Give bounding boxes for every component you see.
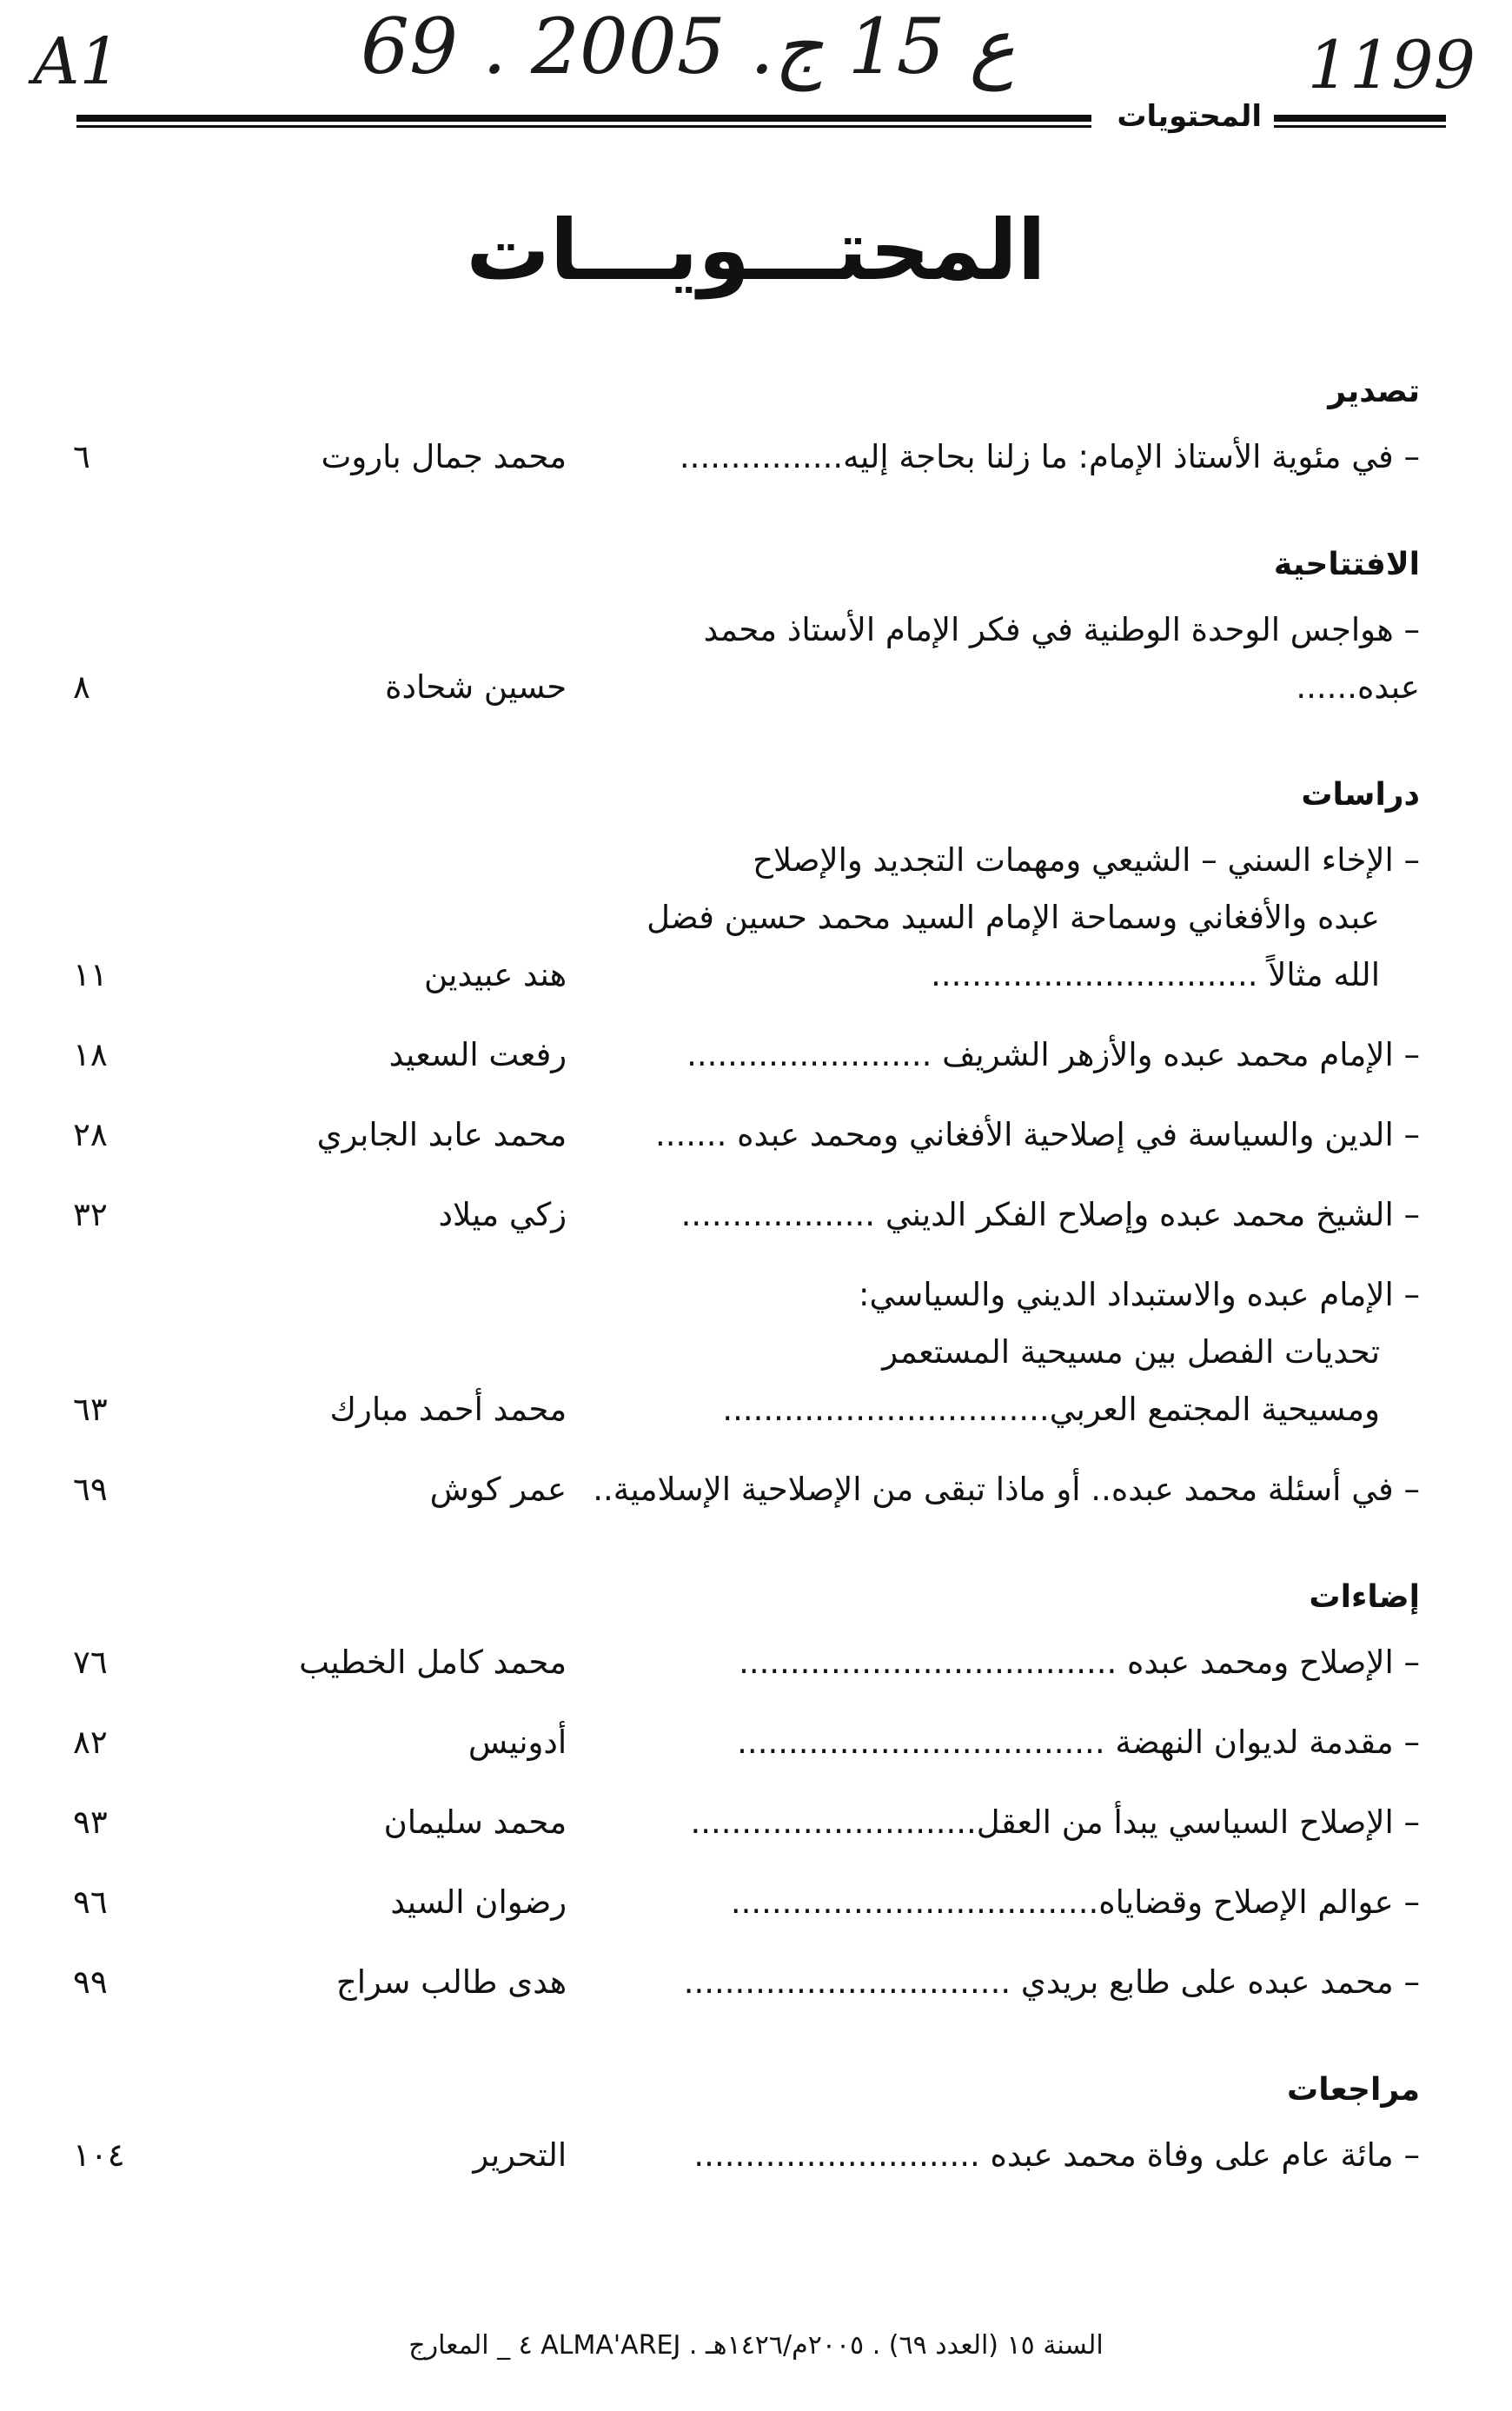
section-title: إضاءات	[1309, 1579, 1420, 1615]
entry-author: محمد سليمان	[383, 1803, 567, 1841]
entry-title	[584, 428, 1425, 486]
entry-page-number: ٩٣	[73, 1803, 108, 1841]
header-rule-right	[1274, 115, 1446, 128]
entry-title	[584, 1266, 1425, 1438]
entry-title	[584, 1186, 1425, 1244]
entry-title-line: – محمد عبده على طابع بريدي ................................	[683, 1963, 1420, 2001]
toc-section	[70, 777, 1425, 1518]
toc-section	[70, 2072, 1425, 2184]
entry-author: زكي ميلاد	[438, 1196, 567, 1233]
toc-section	[70, 374, 1425, 486]
handwritten-note-left: A1	[33, 24, 121, 99]
toc-section	[70, 1579, 1425, 2011]
entry-author: التحرير	[473, 2136, 567, 2174]
toc-entry	[70, 1461, 1425, 1518]
toc-entry	[70, 1186, 1425, 1244]
toc-entry	[70, 832, 1425, 1004]
toc-entry	[70, 1266, 1425, 1438]
handwritten-note-right: 1199	[1307, 26, 1476, 103]
entry-title	[584, 1026, 1425, 1084]
entry-title-line: – في أسئلة محمد عبده.. أو ماذا تبقى من الإصلاحية الإسلامية..	[593, 1471, 1420, 1508]
toc-entry	[70, 1874, 1425, 1931]
entry-title	[584, 1634, 1425, 1691]
entry-title-line: – الدين والسياسة في إصلاحية الأفغاني ومحمد عبده .......	[655, 1116, 1420, 1153]
entry-page-number: ٦	[73, 438, 90, 475]
toc-entry	[70, 601, 1425, 716]
toc-entry	[70, 1954, 1425, 2011]
header-rule-left	[76, 115, 1091, 128]
entry-title	[584, 1794, 1425, 1851]
entry-page-number: ٧٦	[73, 1644, 108, 1681]
entry-title-line: – الشيخ محمد عبده وإصلاح الفكر الديني ...................	[680, 1196, 1420, 1233]
entry-author: هند عبيدين	[423, 956, 567, 993]
entry-title-line: – الإصلاح ومحمد عبده .....................................	[739, 1644, 1420, 1681]
entry-page-number: ٨	[73, 668, 90, 706]
entry-page-number: ٨٢	[73, 1724, 108, 1761]
footer-text: ٤ _ المعارج ALMA'AREJ . السنة ١٥ (العدد ٦٩) . ٢٠٠٥م/١٤٢٦هـ	[408, 2330, 1104, 2361]
entry-title-line: الله مثالاً ................................	[931, 956, 1380, 993]
entry-title	[584, 1461, 1425, 1518]
entry-author: حسين شحادة	[385, 668, 567, 706]
entry-title-line: تحديات الفصل بين مسيحية المستعمر	[882, 1333, 1380, 1371]
running-header	[76, 99, 1446, 146]
entry-title	[584, 2127, 1425, 2184]
toc-entry	[70, 1026, 1425, 1084]
entry-title-line: – الإمام عبده والاستبداد الديني والسياسي:	[859, 1276, 1420, 1313]
entry-author: رضوان السيد	[390, 1883, 567, 1921]
entry-author: عمر كوش	[429, 1471, 567, 1508]
entry-title	[584, 1714, 1425, 1771]
entry-title	[584, 832, 1425, 1004]
toc-entry	[70, 428, 1425, 486]
entry-author: أدونيس	[468, 1724, 567, 1761]
entry-author: محمد أحمد مبارك	[329, 1391, 567, 1428]
toc-entry	[70, 1714, 1425, 1771]
entry-page-number: ٢٨	[73, 1116, 108, 1153]
toc-section	[70, 547, 1425, 716]
section-title: الافتتاحية	[1273, 547, 1420, 582]
section-title: دراسات	[1301, 777, 1420, 813]
entry-title-line: ومسيحية المجتمع العربي................................	[722, 1391, 1380, 1428]
entry-page-number: ١١	[73, 956, 108, 993]
page-title: المحتـــويـــات	[466, 202, 1046, 299]
entry-title-line: – مقدمة لديوان النهضة ....................................	[737, 1724, 1420, 1761]
running-header-title: المحتويات	[1117, 99, 1262, 134]
page-footer	[0, 2330, 1512, 2361]
entry-title-line: – الإخاء السني – الشيعي ومهمات التجديد والإصلاح	[753, 841, 1420, 879]
entry-page-number: ١٨	[73, 1036, 108, 1073]
toc-entry	[70, 1794, 1425, 1851]
entry-author: محمد كامل الخطيب	[299, 1644, 567, 1681]
toc-entry	[70, 2127, 1425, 2184]
entry-title-line: عبده والأفغاني وسماحة الإمام السيد محمد حسين فضل	[647, 899, 1380, 936]
entry-page-number: ٣٢	[73, 1196, 108, 1233]
entry-title-line: – هواجس الوحدة الوطنية في فكر الإمام الأستاذ محمد عبده......	[703, 611, 1420, 706]
entry-page-number: ٦٩	[73, 1471, 108, 1508]
entry-title-line: – في مئوية الأستاذ الإمام: ما زلنا بحاجة إليه................	[679, 438, 1420, 475]
toc-entry	[70, 1634, 1425, 1691]
entry-author: محمد جمال باروت	[321, 438, 567, 475]
entry-page-number: ٦٣	[73, 1391, 108, 1428]
table-of-contents	[70, 374, 1425, 2245]
entry-title	[584, 1954, 1425, 2011]
handwritten-note-middle: 69 . ع 15 ج. 2005	[361, 2, 1016, 91]
entry-page-number: ١٠٤	[73, 2136, 125, 2174]
entry-page-number: ٩٦	[73, 1883, 108, 1921]
section-title: تصدير	[1328, 374, 1420, 409]
entry-title-line: – مائة عام على وفاة محمد عبده ............................	[693, 2136, 1420, 2174]
entry-title	[584, 1874, 1425, 1931]
entry-title-line: – عوالم الإصلاح وقضاياه....................................	[730, 1883, 1420, 1921]
entry-title-line: – الإصلاح السياسي يبدأ من العقل............................	[690, 1803, 1420, 1841]
entry-page-number: ٩٩	[73, 1963, 108, 2001]
entry-title	[584, 601, 1425, 716]
entry-author: رفعت السعيد	[388, 1036, 567, 1073]
entry-title	[584, 1106, 1425, 1164]
entry-author: محمد عابد الجابري	[316, 1116, 567, 1153]
entry-title-line: – الإمام محمد عبده والأزهر الشريف ........................	[686, 1036, 1420, 1073]
section-title: مراجعات	[1287, 2072, 1420, 2108]
toc-entry	[70, 1106, 1425, 1164]
entry-author: هدى طالب سراج	[335, 1963, 567, 2001]
